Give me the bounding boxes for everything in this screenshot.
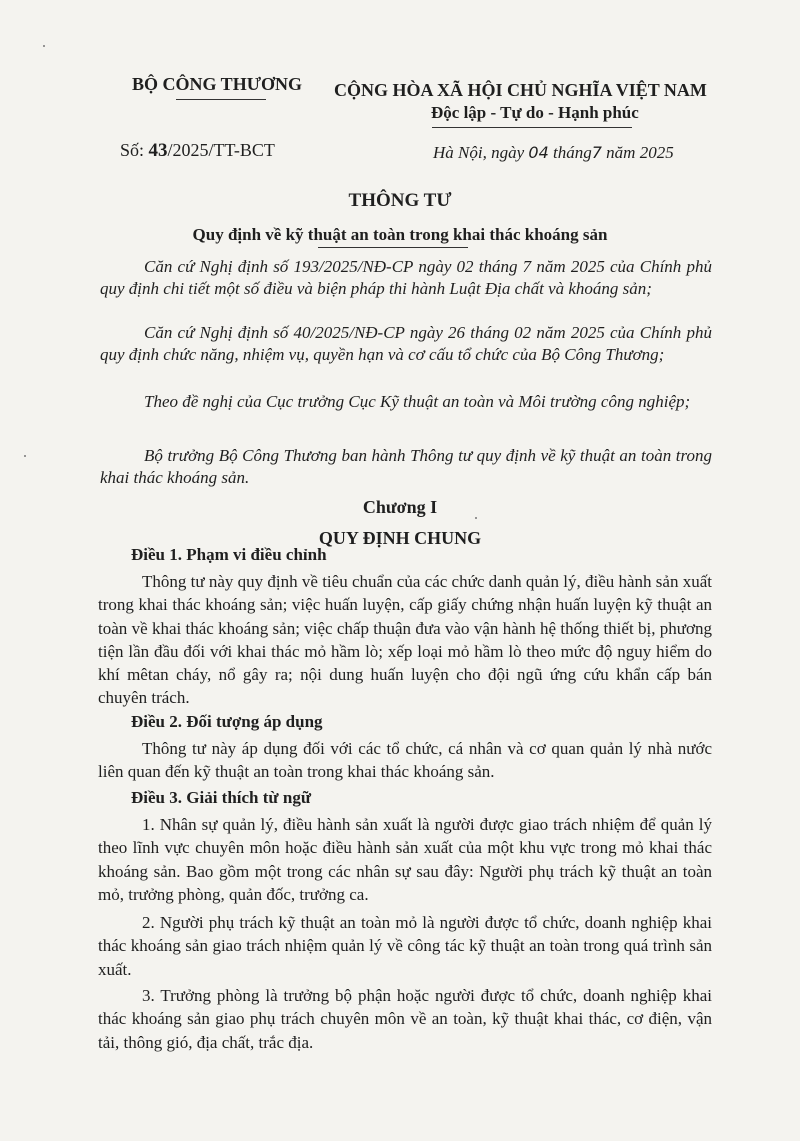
place-date [433,143,674,163]
doc-number-suffix: /2025/TT-BCT [167,140,275,160]
ministry-underline [176,99,266,100]
document-type: THÔNG TƯ [348,190,452,211]
article-2-paragraph: Thông tư này áp dụng đối với các tổ chức, cá nhân và cơ quan quản lý nhà nước liên quan đến kỹ thuật an toàn trong khai thác khoáng sản. [98,739,712,782]
chapter-label: Chương I [362,497,438,517]
month-label: tháng [553,143,592,162]
article-1-heading: Điều 1. Phạm vi điều chỉnh [131,545,327,564]
preamble-2: Căn cứ Nghị định số 40/2025/NĐ-CP ngày 26 tháng 02 năm 2025 của Chính phủ quy định chức năng, nhiệm vụ, quyền hạn và cơ cấu tổ chức của Bộ Công Thương; [100,323,712,364]
preamble-3: Theo đề nghị của Cục trưởng Cục Kỹ thuật an toàn và Môi trường công nghiệp; [144,392,691,411]
article-3-clause-2: 2. Người phụ trách kỹ thuật an toàn mỏ là người được tổ chức, doanh nghiệp khai thác khoáng sản giao trách nhiệm quản lý về công tác kỹ thuật an toàn trong quá trình sản xuất. [98,913,712,979]
article-3-clause-3: 3. Trưởng phòng là trưởng bộ phận hoặc người được tổ chức, doanh nghiệp khai thác khoáng sản giao phụ trách chuyên môn về an toàn, kỹ thuật khai thác, cơ điện, vận tải, thông gió, địa chất, trắc địa. [98,986,712,1052]
article-2-heading: Điều 2. Đối tượng áp dụng [131,712,323,731]
article-3-heading: Điều 3. Giải thích từ ngữ [131,788,312,807]
preamble-1: Căn cứ Nghị định số 193/2025/NĐ-CP ngày 02 tháng 7 năm 2025 của Chính phủ quy định chi tiết một số điều và biện pháp thi hành Luật Địa chất và khoáng sản; [100,257,712,298]
motto-underline [432,127,632,128]
article-1-paragraph: Thông tư này quy định về tiêu chuẩn của các chức danh quản lý, điều hành sản xuất trong khai thác khoáng sản; việc huấn luyện, cấp giấy chứng nhận huấn luyện kỹ thuật an toàn về khai thác khoáng sản; việc chấp thuận đưa vào vận hành hệ thống thiết bị, phương tiện lần đầu đối với khai thác mỏ hầm lò; xếp loại mỏ hầm lò theo mức độ nguy hiểm do khí mêtan cháy, nổ gây ra; nội dung huấn luyện cho đội ngũ ứng cứu khẩn cấp bán chuyên trách. [98,572,712,708]
republic-name: CỘNG HÒA XÃ HỘI CHỦ NGHĨA VIỆT NAM [334,80,707,100]
doc-number-label: Số: [120,140,145,160]
article-3-clause-1: 1. Nhân sự quản lý, điều hành sản xuất là người được giao trách nhiệm để quản lý theo lĩnh vực chuyên môn hoặc điều hành sản xuất của một khu vực trong mỏ khai thác khoáng sản. Bao gồm một trong các nhân sự sau đây: Người phụ trách kỹ thuật an toàn mỏ, trưởng phòng, quản đốc, trưởng ca. [98,815,712,904]
doc-number-value: 43 [148,140,168,161]
preamble-4: Bộ trưởng Bộ Công Thương ban hành Thông tư quy định về kỹ thuật an toàn trong khai thác khoáng sản. [100,446,712,487]
date-day: 04 [528,143,549,162]
document-subject: Quy định về kỹ thuật an toàn trong khai thác khoáng sản [192,225,608,244]
national-motto: Độc lập - Tự do - Hạnh phúc [431,103,639,122]
scan-speck [43,45,45,47]
document-number [120,140,275,162]
place-prefix: Hà Nội, ngày [433,143,525,162]
date-month: 7 [591,143,602,162]
scan-speck [475,517,477,519]
year-text: năm 2025 [606,143,674,162]
scan-speck [24,455,26,457]
subject-underline [318,247,468,248]
chapter-title: QUY ĐỊNH CHUNG [318,528,482,548]
ministry-name: BỘ CÔNG THƯƠNG [132,74,303,94]
